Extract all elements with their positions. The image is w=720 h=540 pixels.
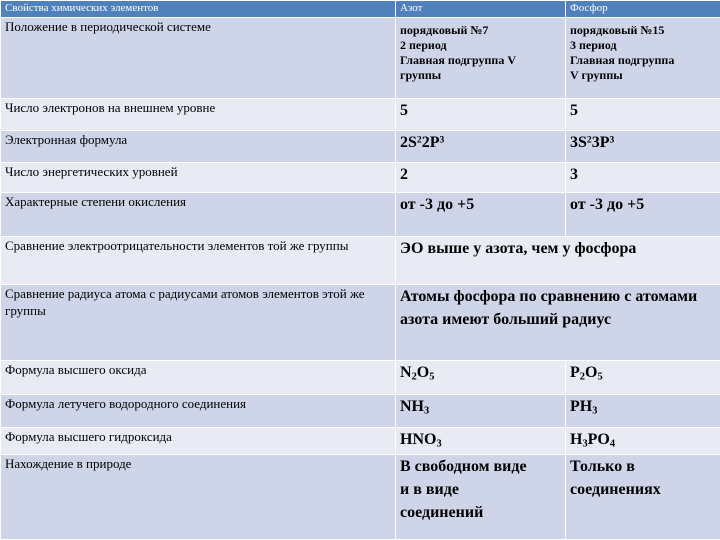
cell-line: соединений	[400, 504, 484, 522]
phosphorus-cell	[566, 455, 720, 540]
property-cell: Электронная формула	[1, 130, 396, 162]
formula-part: 3P	[591, 133, 610, 151]
header-row	[1, 1, 720, 18]
cell-line: Главная подгруппа V	[400, 53, 516, 67]
formula-part: 5	[597, 371, 603, 383]
table-row	[1, 284, 720, 360]
cell-line: порядковый №7	[400, 23, 489, 37]
nitrogen-cell	[396, 130, 566, 162]
nitrogen-cell: от -3 до +5	[396, 193, 566, 236]
cell-line: Только в	[570, 458, 635, 476]
cell-line: соединениях	[570, 481, 661, 499]
formula-part: 5	[429, 371, 435, 383]
phosphorus-cell	[566, 18, 720, 99]
formula-part: 3	[436, 438, 442, 450]
formula-part: O	[584, 363, 598, 381]
formula-part: 2S	[400, 133, 417, 151]
header-phosphorus: Фосфор	[566, 1, 720, 18]
cell-line: V группы	[570, 68, 623, 82]
property-cell: Формула летучего водородного соединения	[1, 394, 396, 427]
cell-line: и в виде	[400, 481, 459, 499]
nitrogen-cell	[396, 18, 566, 99]
nitrogen-cell	[396, 394, 566, 427]
table-row	[1, 163, 720, 193]
phosphorus-cell: 3	[566, 163, 720, 193]
property-cell: Число электронов на внешнем уровне	[1, 98, 396, 130]
cell-line: Главная подгруппа	[570, 53, 675, 67]
property-cell: Число энергетических уровней	[1, 163, 396, 193]
property-cell: Сравнение радиуса атома с радиусами атомов элементов этой же группы	[1, 284, 396, 360]
formula-part: PH	[570, 397, 593, 415]
formula-part: 3	[592, 405, 598, 417]
formula-part: 3	[439, 134, 445, 146]
phosphorus-cell	[566, 360, 720, 394]
property-cell: Нахождение в природе	[1, 455, 396, 540]
formula-part: 3	[582, 438, 588, 450]
formula-part: 2	[586, 134, 592, 146]
nitrogen-cell	[396, 455, 566, 540]
table-row	[1, 18, 720, 99]
formula-part: N	[400, 363, 412, 381]
property-cell: Формула высшего гидроксида	[1, 428, 396, 455]
cell-line: порядковый №15	[570, 23, 665, 37]
formula-part: 3	[609, 134, 615, 146]
property-cell: Сравнение электроотрицательности элементов той же группы	[1, 236, 396, 284]
cell-line: В свободном виде	[400, 458, 527, 476]
nitrogen-cell: 2	[396, 163, 566, 193]
merged-value-cell: ЭО выше у азота, чем у фосфора	[396, 236, 720, 284]
table-row	[1, 394, 720, 427]
phosphorus-cell	[566, 428, 720, 455]
phosphorus-cell	[566, 130, 720, 162]
formula-part: H	[570, 431, 583, 449]
cell-line: группы	[400, 68, 442, 82]
cell-line: 2 период	[400, 38, 447, 52]
formula-part: 2	[416, 134, 422, 146]
formula-part: 2P	[421, 133, 440, 151]
formula-part: 2	[579, 371, 585, 383]
formula-part: NH	[400, 397, 424, 415]
header-nitrogen: Азот	[396, 1, 566, 18]
phosphorus-cell: от -3 до +5	[566, 193, 720, 236]
nitrogen-cell: 5	[396, 98, 566, 130]
header-properties: Свойства химических элементов	[1, 1, 396, 18]
table-row	[1, 236, 720, 284]
formula-part: HNO	[400, 431, 437, 449]
nitrogen-cell	[396, 428, 566, 455]
table-row	[1, 360, 720, 394]
property-cell: Формула высшего оксида	[1, 360, 396, 394]
formula-part: 4	[609, 438, 616, 450]
formula-part: PO	[587, 431, 610, 449]
table-row	[1, 193, 720, 236]
table-row	[1, 98, 720, 130]
property-cell: Характерные степени окисления	[1, 193, 396, 236]
phosphorus-cell: 5	[566, 98, 720, 130]
phosphorus-cell	[566, 394, 720, 427]
formula-part: 3S	[570, 133, 587, 151]
formula-part: 3	[424, 405, 430, 417]
formula-part: 2	[411, 371, 417, 383]
cell-line: 3 период	[570, 38, 617, 52]
table-row	[1, 455, 720, 540]
formula-part: P	[570, 363, 580, 381]
table-row	[1, 130, 720, 162]
formula-part: O	[416, 363, 430, 381]
property-cell: Положение в периодической системе	[1, 18, 396, 99]
nitrogen-cell	[396, 360, 566, 394]
merged-value-cell: Атомы фосфора по сравнению с атомами азота имеют больший радиус	[396, 284, 720, 360]
table-row	[1, 428, 720, 455]
